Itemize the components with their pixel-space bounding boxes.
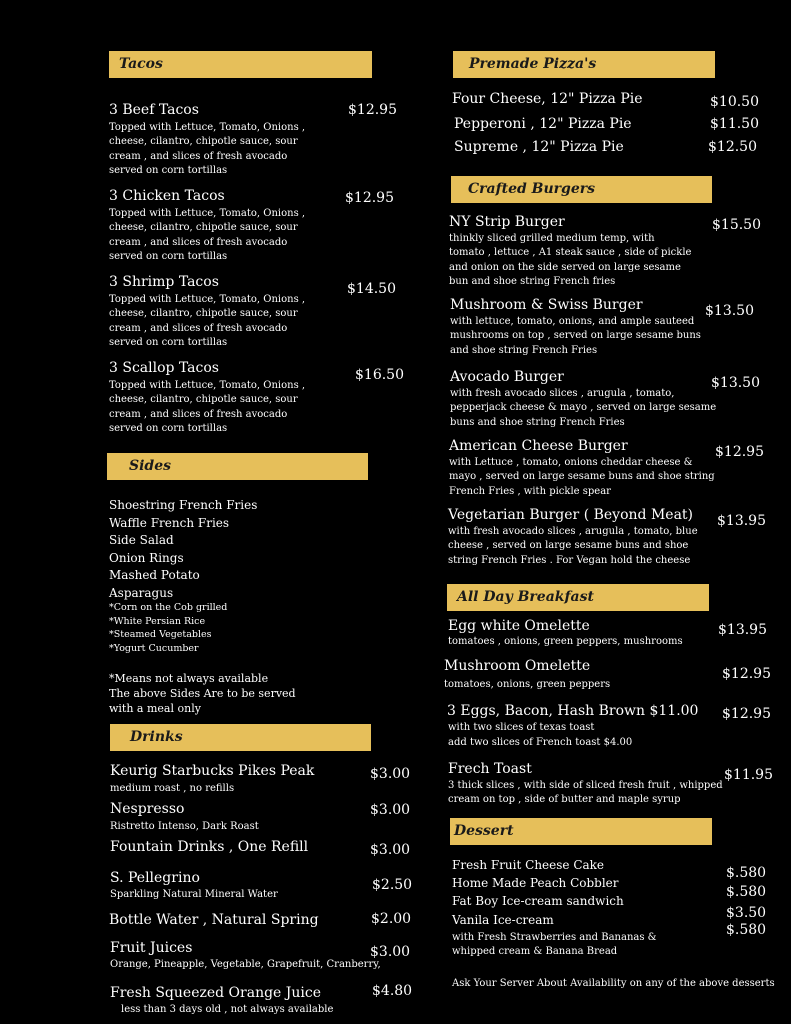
item-price: $15.50	[712, 217, 761, 233]
item-name: 3 Eggs, Bacon, Hash Brown $11.00	[447, 703, 699, 719]
item-name: Four Cheese, 12" Pizza Pie	[452, 91, 643, 107]
item-price: $13.95	[718, 622, 767, 638]
item-price: $13.95	[717, 513, 766, 529]
item-desc: with lettuce, tomato, onions, and ample sauteed mushrooms on top , served on large sesame buns and shoe string French Fries	[450, 316, 701, 356]
side-starred-item: *White Persian Rice	[109, 615, 206, 627]
item-name: Nespresso	[110, 801, 185, 817]
item-price: $16.50	[355, 367, 404, 383]
section-header-burgers: Crafted Burgers	[451, 176, 712, 203]
item-name: Avocado Burger	[450, 369, 564, 385]
item-desc: with fresh avocado slices , arugula , tomato, pepperjack cheese & mayo , served on large sesame buns and shoe string French Fries	[450, 388, 717, 428]
dessert-desc: with Fresh Strawberries and Bananas &	[452, 932, 657, 943]
item-price: $3.00	[370, 802, 411, 818]
item-name: Pepperoni , 12" Pizza Pie	[454, 116, 632, 132]
section-header-pizza: Premade Pizza's	[453, 51, 715, 78]
side-starred-item: *Steamed Vegetables	[109, 629, 212, 640]
item-desc: Topped with Lettuce, Tomato, Onions , cheese, cilantro, chipotle sauce, sour cream , and slices of fresh avocado served on corn tortillas	[109, 294, 306, 349]
side-item: Side Salad	[109, 533, 174, 547]
dessert-price: $.580	[726, 865, 767, 881]
item-price: $2.50	[372, 877, 413, 893]
item-name: Fresh Squeezed Orange Juice	[110, 985, 322, 1001]
side-starred-item: *Yogurt Cucumber	[109, 642, 199, 654]
side-item: Asparagus	[109, 585, 174, 600]
item-name: 3 Beef Tacos	[109, 102, 199, 118]
item-price: $12.95	[722, 666, 771, 682]
item-desc: less than 3 days old , not always available	[121, 1004, 334, 1015]
dessert-desc: whipped cream & Banana Bread	[452, 946, 618, 957]
sides-note: The above Sides Are to be served	[109, 687, 296, 700]
item-price: $12.95	[345, 190, 394, 206]
side-item: Waffle French Fries	[109, 515, 230, 530]
item-name: Egg white Omelette	[448, 618, 590, 634]
item-name: Fruit Juices	[110, 940, 193, 956]
item-desc: tomatoes , onions, green peppers, mushrooms	[448, 636, 683, 647]
side-starred-item: *Corn on the Cob grilled	[109, 602, 228, 613]
section-header-tacos: Tacos	[109, 51, 372, 78]
item-price: $13.50	[705, 303, 754, 319]
item-name: NY Strip Burger	[449, 214, 565, 230]
dessert-price: $.580	[726, 884, 767, 900]
item-desc: with fresh avocado slices , arugula , tomato, blue cheese , served on large sesame buns and shoe string French Fries . For Vegan hold the cheese	[448, 526, 698, 566]
dessert-item: Home Made Peach Cobbler	[452, 876, 619, 890]
item-name: 3 Chicken Tacos	[109, 188, 225, 204]
side-item: Mashed Potato	[109, 568, 200, 582]
item-desc: tomatoes, onions, green peppers	[444, 679, 611, 690]
item-desc: Topped with Lettuce, Tomato, Onions , cheese, cilantro, chipotle sauce, sour cream , and slices of fresh avocado served on corn tortillas	[109, 380, 306, 435]
dessert-item: Fresh Fruit Cheese Cake	[452, 858, 605, 872]
item-price: $3.00	[370, 842, 411, 858]
item-name: 3 Scallop Tacos	[109, 360, 219, 376]
item-name: Supreme , 12" Pizza Pie	[454, 139, 624, 155]
item-name: Keurig Starbucks Pikes Peak	[110, 763, 315, 779]
item-desc: Topped with Lettuce, Tomato, Onions , cheese, cilantro, chipotle sauce, sour cream , and slices of fresh avocado served on corn tortillas	[109, 122, 306, 177]
item-price: $2.00	[371, 911, 412, 927]
side-item: Onion Rings	[109, 550, 184, 565]
dessert-footer-note: Ask Your Server About Availability on any of the above desserts	[452, 978, 775, 989]
item-desc: Sparkling Natural Mineral Water	[110, 889, 278, 900]
item-price: $4.80	[372, 983, 413, 999]
item-name: Frech Toast	[448, 761, 532, 777]
section-header-sides: Sides	[107, 453, 368, 480]
section-header-drinks: Drinks	[110, 724, 371, 751]
dessert-price: $.580	[726, 922, 767, 938]
item-price: $3.00	[370, 944, 411, 960]
item-price: $14.50	[347, 281, 396, 297]
item-desc: thinkly sliced grilled medium temp, with tomato , lettuce , A1 steak sauce , side of pickle and onion on the side served on large sesame bun and shoe string French fries	[449, 233, 692, 288]
item-price: $13.50	[711, 375, 760, 391]
section-header-breakfast: All Day Breakfast	[447, 584, 709, 611]
dessert-price: $3.50	[726, 905, 767, 921]
item-price: $12.95	[715, 444, 764, 460]
item-name: Mushroom Omelette	[444, 658, 591, 674]
item-desc: Topped with Lettuce, Tomato, Onions , cheese, cilantro, chipotle sauce, sour cream , and slices of fresh avocado served on corn tortillas	[109, 208, 306, 263]
item-desc: with Lettuce , tomato, onions cheddar cheese & mayo , served on large sesame buns and shoe string French Fries , with pickle spear	[449, 457, 715, 497]
side-item: Shoestring French Fries	[109, 498, 258, 512]
dessert-item: Fat Boy Ice-cream sandwich	[452, 894, 624, 908]
item-name: Mushroom & Swiss Burger	[450, 297, 643, 313]
section-header-dessert: Dessert	[450, 818, 712, 845]
item-desc: 3 thick slices , with side of sliced fresh fruit , whipped cream on top , side of butter and maple syrup	[448, 780, 723, 806]
sides-note: *Means not always available	[109, 672, 269, 685]
item-price: $12.95	[722, 706, 771, 722]
dessert-item: Vanila Ice-cream	[452, 913, 554, 927]
item-desc: medium roast , no refills	[110, 783, 235, 794]
item-price: $10.50	[710, 94, 759, 110]
item-desc: Ristretto Intenso, Dark Roast	[110, 821, 259, 832]
item-name: Vegetarian Burger ( Beyond Meat)	[448, 507, 694, 523]
item-name: S. Pellegrino	[110, 870, 200, 886]
item-price: $12.95	[348, 102, 397, 118]
item-price: $3.00	[370, 766, 411, 782]
item-name: 3 Shrimp Tacos	[109, 274, 219, 290]
item-desc: with two slices of texas toast add two slices of French toast $4.00	[448, 722, 633, 749]
item-name: Bottle Water , Natural Spring	[109, 912, 319, 928]
item-name: Fountain Drinks , One Refill	[110, 839, 309, 855]
item-name: American Cheese Burger	[449, 438, 628, 454]
item-price: $12.50	[708, 139, 757, 155]
sides-note: with a meal only	[109, 702, 201, 715]
item-price: $11.50	[710, 116, 759, 132]
item-price: $11.95	[724, 767, 773, 783]
item-desc: Orange, Pineapple, Vegetable, Grapefruit, Cranberry,	[110, 959, 381, 970]
